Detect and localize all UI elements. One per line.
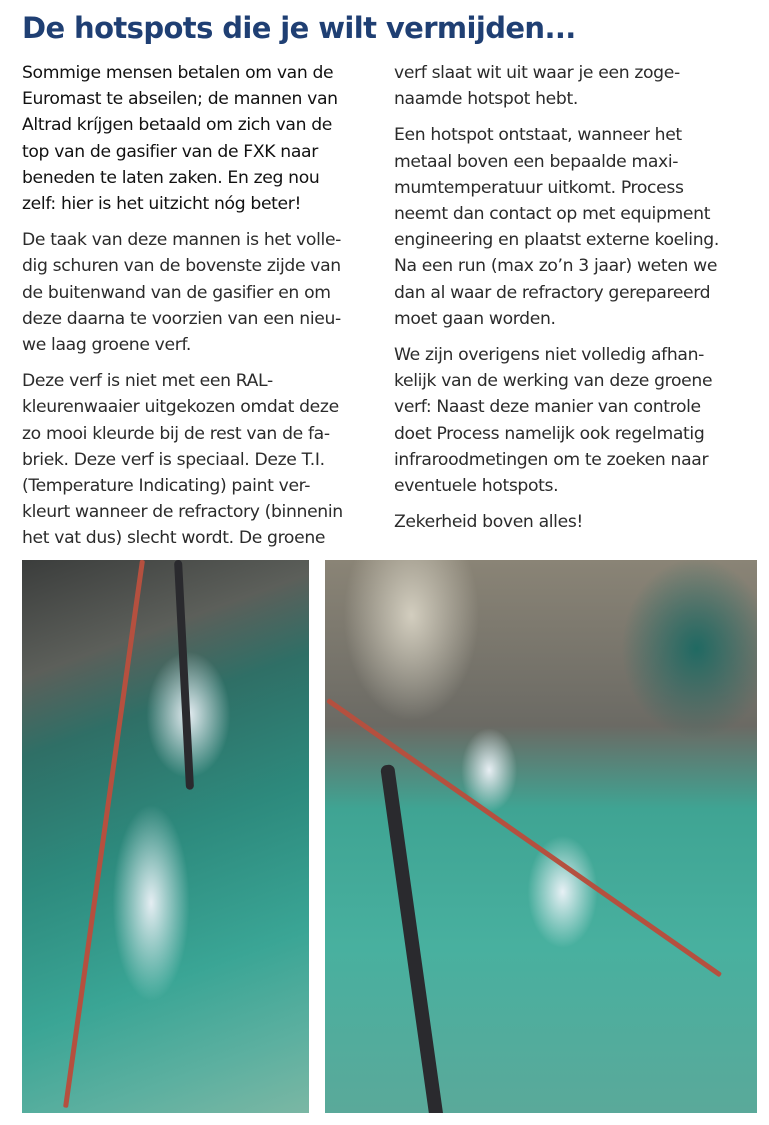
text-line: engineering en plaatst externe koeling. (394, 230, 719, 251)
photo-two-workers (325, 560, 757, 1113)
text-line: Euromast te abseilen; de mannen van (22, 89, 338, 110)
paint-paragraph (22, 368, 382, 551)
rope (326, 698, 722, 977)
task-paragraph (22, 227, 382, 358)
text-line: dan al waar de refractory gerepareerd (394, 282, 711, 303)
text-line: de buitenwand van de gasifier en om (22, 282, 331, 303)
text-line: Sommige mensen betalen om van de (22, 63, 334, 83)
text-line: het vat dus) slecht wordt. De groene (22, 528, 326, 549)
infrared-paragraph (394, 342, 766, 499)
text-line: De taak van deze mannen is het volle- (22, 230, 342, 251)
photo-worker-sanding (22, 560, 309, 1113)
closing-paragraph (394, 509, 766, 535)
text-line: briek. Deze verf is speciaal. Deze T.I. (22, 449, 325, 470)
text-line: Zekerheid boven alles! (394, 512, 583, 533)
text-line: beneden te laten zaken. En zeg nou (22, 167, 320, 188)
text-line: top van de gasifier van de FXK naar (22, 141, 318, 162)
text-line: zo mooi kleurde bij de rest van de fa- (22, 423, 330, 444)
text-line: verf slaat wit uit waar je een zoge- (394, 63, 680, 83)
lead-paragraph (22, 60, 382, 217)
text-line: neemt dan contact op met equipment (394, 204, 711, 225)
hose (174, 560, 194, 790)
text-line: Deze verf is niet met een RAL- (22, 371, 273, 392)
article-title: De hotspots die je wilt vermijden... (22, 11, 576, 45)
text-line: infraroodmetingen om te zoeken naar (394, 449, 709, 470)
text-line: eventuele hotspots. (394, 476, 559, 497)
text-line: Een hotspot ontstaat, wanneer het (394, 125, 682, 146)
text-line: mumtemperatuur uitkomt. Process (394, 177, 684, 198)
rope (63, 560, 145, 1108)
hotspot-paragraph (394, 122, 766, 332)
text-line: metaal boven een bepaalde maxi- (394, 151, 679, 172)
text-line: kelijk van de werking van deze groene (394, 371, 713, 392)
text-line: verf: Naast deze manier van controle (394, 397, 701, 418)
text-line: deze daarna te voorzien van een nieu- (22, 308, 341, 329)
text-line: We zijn overigens niet volledig afhan- (394, 345, 704, 366)
text-line: we laag groene verf. (22, 335, 192, 356)
text-line: kleurt wanneer de refractory (binnenin (22, 502, 343, 523)
text-line: naamde hotspot hebt. (394, 89, 578, 110)
text-line: Altrad kríjgen betaald om zich van de (22, 115, 333, 136)
text-line: (Temperature Indicating) paint ver- (22, 476, 311, 497)
text-line: zelf: hier is het uitzicht nóg beter! (22, 194, 302, 215)
text-line: doet Process namelijk ook regelmatig (394, 423, 705, 444)
hose (380, 764, 444, 1113)
paint-continued-paragraph (394, 60, 766, 112)
left-column (22, 60, 382, 562)
text-line: dig schuren van de bovenste zijde van (22, 256, 341, 277)
right-column (394, 60, 766, 545)
text-line: moet gaan worden. (394, 308, 556, 329)
text-line: kleurenwaaier uitgekozen omdat deze (22, 397, 339, 418)
text-line: Na een run (max zo’n 3 jaar) weten we (394, 256, 718, 277)
